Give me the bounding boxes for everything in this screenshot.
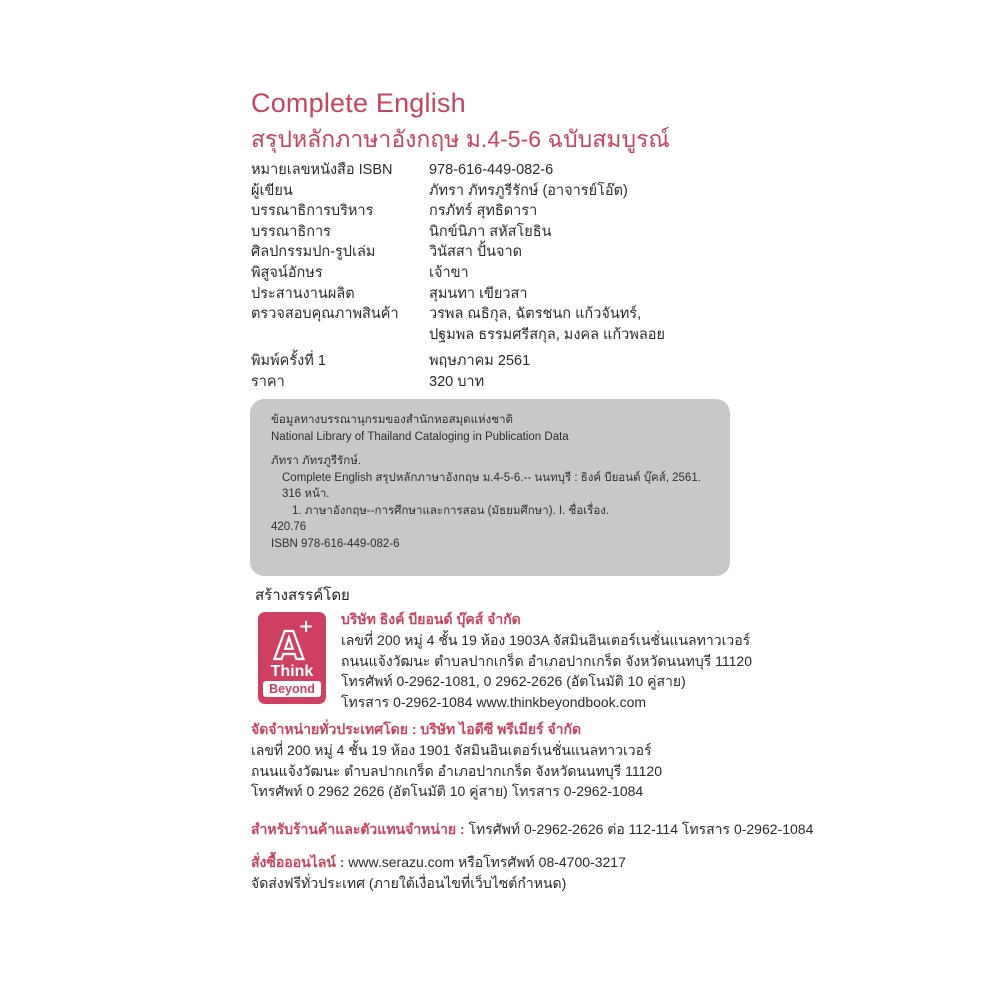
meta-row-executive-editor <box>251 201 751 222</box>
logo-beyond-text: Beyond <box>263 681 321 697</box>
store-contact-text: โทรศัพท์ 0-2962-2626 ต่อ 112-114 โทรสาร 0-2962-1084 <box>464 821 814 837</box>
meta-value: วรพล ณธิกุล, ฉัตรชนก แก้วจันทร์, <box>429 306 642 323</box>
meta-row-edition <box>251 351 751 372</box>
meta-value: 978-616-449-082-6 <box>429 162 554 178</box>
meta-value: วินัสสา ปั้นจาด <box>429 244 523 261</box>
publisher-name: บริษัท ธิงค์ บียอนด์ บุ๊คส์ จำกัด <box>341 611 521 627</box>
meta-label: หมายเลขหนังสือ ISBN <box>251 162 393 178</box>
publisher-address-1: เลขที่ 200 หมู่ 4 ชั้น 19 ห้อง 1903A จัสมินอินเตอร์เนชั่นแนลทาวเวอร์ <box>341 631 751 648</box>
meta-value: ปฐมพล ธรรมศรีสกุล, มงคล แก้วพลอย <box>429 326 665 343</box>
cip-heading-english: National Library of Thailand Cataloging in Publication Data <box>271 430 569 443</box>
publisher-phone: โทรศัพท์ 0-2962-1081, 0 2962-2626 (อัตโนมัติ 10 คู่สาย) <box>341 673 686 690</box>
publisher-fax-web: โทรสาร 0-2962-1084 www.thinkbeyondbook.com <box>341 694 647 711</box>
online-order-label: สั่งซื้อออนไลน์ : <box>251 854 345 870</box>
meta-value: กรภัทร์ สุทธิดารา <box>429 203 538 220</box>
meta-row-editor <box>251 222 751 243</box>
distributor-phone-fax: โทรศัพท์ 0 2962 2626 (อัตโนมัติ 10 คู่สาย) โทรสาร 0-2962-1084 <box>251 783 644 800</box>
distributor-address-2: ถนนแจ้งวัฒนะ ตำบลปากเกร็ด อำเภอปากเกร็ด จังหวัดนนทบุรี 11120 <box>251 762 662 779</box>
meta-row-production <box>251 284 751 305</box>
publisher-address-2: ถนนแจ้งวัฒนะ ตำบลปากเกร็ด อำเภอปากเกร็ด จังหวัดนนทบุรี 11120 <box>341 652 752 669</box>
meta-value: 320 บาท <box>429 373 485 390</box>
meta-row-price <box>251 372 751 393</box>
creator-heading: สร้างสรรค์โดย <box>255 587 350 604</box>
meta-label: บรรณาธิการบริหาร <box>251 203 374 220</box>
meta-label <box>251 325 429 346</box>
meta-row-cover-artwork <box>251 242 751 263</box>
distributor-name: จัดจำหน่ายทั่วประเทศโดย : บริษัท ไอดีซี พรีเมียร์ จำกัด <box>251 721 582 737</box>
meta-label: พิมพ์ครั้งที่ 1 <box>251 353 326 370</box>
meta-value: พฤษภาคม 2561 <box>429 353 531 370</box>
free-shipping-note: จัดส่งฟรีทั่วประเทศ (ภายใต้เงื่อนไขที่เว็บไซต์กำหนด) <box>251 875 567 891</box>
online-order-text: www.serazu.com หรือโทรศัพท์ 08-4700-3217 <box>344 854 626 870</box>
book-title-thai: สรุปหลักภาษาอังกฤษ ม.4-5-6 ฉบับสมบูรณ์ <box>251 126 670 152</box>
meta-label: ตรวจสอบคุณภาพสินค้า <box>251 306 399 323</box>
distributor-address-1: เลขที่ 200 หมู่ 4 ชั้น 19 ห้อง 1901 จัสมินอินเตอร์เนชั่นแนลทาวเวอร์ <box>251 741 652 758</box>
cip-isbn: ISBN 978-616-449-082-6 <box>271 537 400 550</box>
cip-heading-thai: ข้อมูลทางบรรณานุกรมของสำนักหอสมุดแห่งชาติ <box>271 414 513 426</box>
meta-label: บรรณาธิการ <box>251 223 331 240</box>
meta-row-quality-check <box>251 304 751 325</box>
meta-value: สุมนทา เขียวสา <box>429 285 528 302</box>
logo-letter: A <box>274 624 304 668</box>
cip-title-line: Complete English สรุปหลักภาษาอังกฤษ ม.4-5-6.-- นนทบุรี : ธิงค์ บียอนด์ บุ๊คส์, 2561. <box>282 471 701 484</box>
cip-class-number: 420.76 <box>271 521 307 533</box>
logo-plus: + <box>298 616 314 637</box>
meta-row-isbn <box>251 160 751 181</box>
cip-author: ภัทรา ภัทรภูรีรักษ์. <box>271 455 362 467</box>
meta-row-author <box>251 181 751 202</box>
meta-label: ราคา <box>251 373 285 390</box>
meta-label: ผู้เขียน <box>251 182 293 199</box>
meta-value: นิกข์นิภา สหัสโยธิน <box>429 223 552 240</box>
publisher-info <box>341 609 781 713</box>
store-contact-label: สำหรับร้านค้าและตัวแทนจำหน่าย : <box>251 821 465 837</box>
meta-row-quality-check-cont <box>251 325 751 346</box>
logo-think-text: Think <box>270 663 314 680</box>
think-beyond-logo <box>258 612 326 704</box>
cataloging-data-box <box>250 399 730 576</box>
cip-pages: 316 หน้า. <box>282 488 330 500</box>
cip-subject: 1. ภาษาอังกฤษ--การศึกษาและการสอน (มัธยมศึกษา). I. ชื่อเรื่อง. <box>292 504 610 517</box>
meta-label: ประสานงานผลิต <box>251 285 355 302</box>
meta-value: ภัทรา ภัทรภูรีรักษ์ (อาจารย์โอ๊ต) <box>429 182 628 199</box>
meta-value: เจ้าขา <box>429 264 469 281</box>
meta-label: ศิลปกรรมปก-รูปเล่ม <box>251 244 376 261</box>
store-contact <box>251 819 814 839</box>
online-order <box>251 852 771 894</box>
meta-row-proofreader <box>251 263 751 284</box>
book-metadata <box>251 160 751 393</box>
distributor-info <box>251 719 771 802</box>
meta-label: พิสูจน์อักษร <box>251 264 323 281</box>
book-title-english: Complete English <box>251 88 466 118</box>
